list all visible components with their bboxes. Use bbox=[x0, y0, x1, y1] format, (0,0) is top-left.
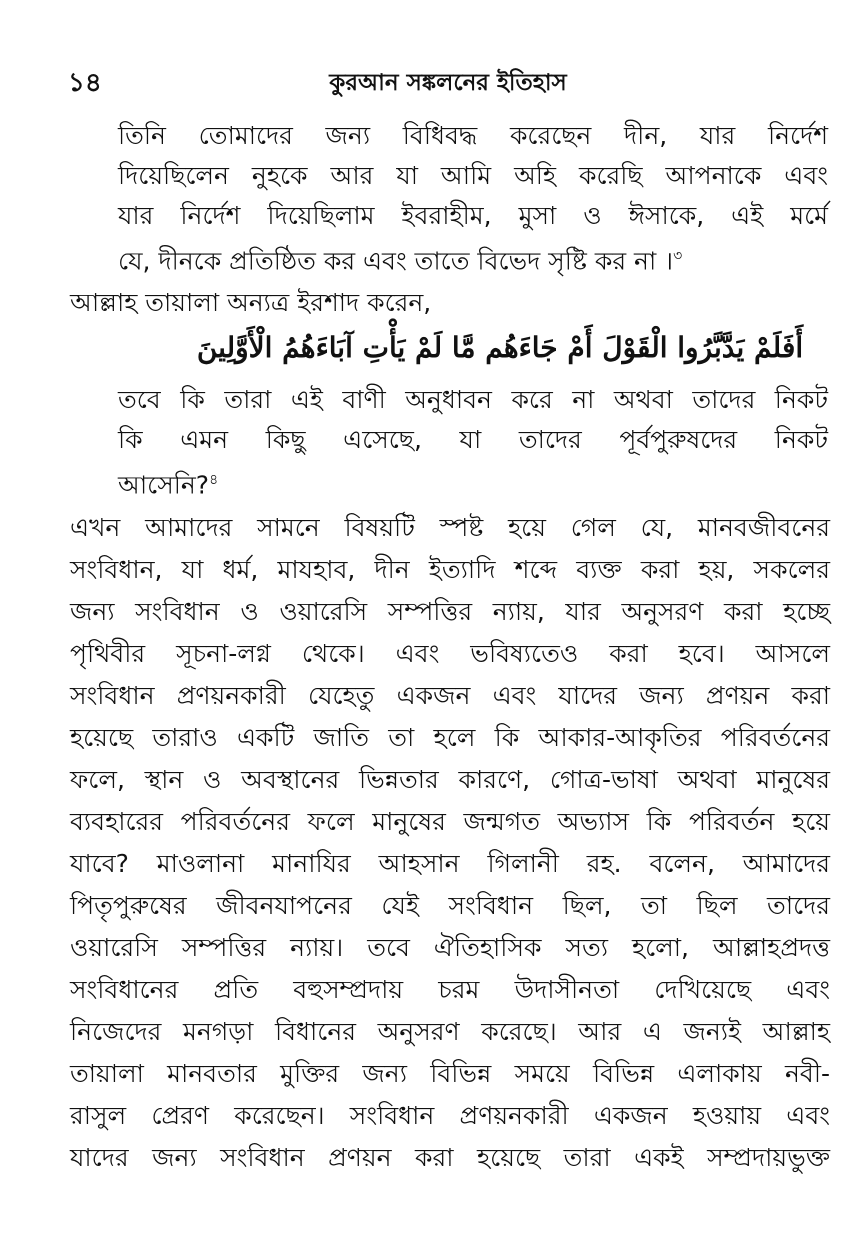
paragraph-line: যাবে? মাওলানা মানাযির আহসান গিলানী রহ. বলেন, আমাদের bbox=[70, 849, 830, 878]
quote-line bbox=[118, 462, 828, 503]
quote-line-text: যে, দীনকে প্রতিষ্ঠিত কর এবং তাতে বিভেদ সৃষ্টি কর না । bbox=[118, 246, 674, 276]
quote-line: দিয়েছিলেন নুহকে আর যা আমি অহি করেছি আপনাকে এবং bbox=[118, 161, 828, 190]
quote-line: তিনি তোমাদের জন্য বিধিবদ্ধ করেছেন দীন, যার নির্দেশ bbox=[118, 121, 828, 150]
paragraph-line: ফলে, স্থান ও অবস্থানের ভিন্নতার কারণে, গোত্র-ভাষা অথবা মানুষের bbox=[70, 765, 830, 794]
quote-line: কি এমন কিছু এসেছে, যা তাদের পূর্বপুরুষদের নিকট bbox=[118, 425, 828, 454]
paragraph-line: যাদের জন্য সংবিধান প্রণয়ন করা হয়েছে তারা একই সম্প্রদায়ভুক্ত bbox=[70, 1143, 830, 1172]
intro-line: আল্লাহ তায়ালা অন্যত্র ইরশাদ করেন, bbox=[70, 288, 432, 317]
quote-line-text: আসেনি? bbox=[118, 470, 210, 500]
paragraph-line: পিতৃপুরুষের জীবনযাপনের যেই সংবিধান ছিল, তা ছিল তাদের bbox=[70, 891, 830, 920]
paragraph-line: সংবিধানের প্রতি বহুসম্প্রদায় চরম উদাসীনতা দেখিয়েছে এবং bbox=[70, 975, 830, 1004]
paragraph-line: নিজেদের মনগড়া বিধানের অনুসরণ করেছে। আর এ জন্যই আল্লাহ bbox=[70, 1017, 830, 1046]
quote-line: তবে কি তারা এই বাণী অনুধাবন করে না অথবা তাদের নিকট bbox=[118, 385, 828, 414]
paragraph-line: পৃথিবীর সূচনা-লগ্ন থেকে। এবং ভবিষ্যতেও করা হবে। আসলে bbox=[70, 639, 830, 668]
paragraph-line: তায়ালা মানবতার মুক্তির জন্য বিভিন্ন সময়ে বিভিন্ন এলাকায় নবী- bbox=[70, 1059, 830, 1088]
arabic-verse: أَفَلَمْ يَدَّبَّرُوا الْقَوْلَ أَمْ جَاءَهُم مَّا لَمْ يَأْتِ آبَاءَهُمُ الْأَوَّلِينَ bbox=[196, 331, 804, 364]
page-number: ১৪ bbox=[68, 68, 102, 98]
paragraph-line: রাসুল প্রেরণ করেছেন। সংবিধান প্রণয়নকারী একজন হওয়ায় এবং bbox=[70, 1101, 830, 1130]
paragraph-line: হয়েছে তারাও একটি জাতি তা হলে কি আকার-আকৃতির পরিবর্তনের bbox=[70, 723, 830, 752]
paragraph-line: জন্য সংবিধান ও ওয়ারেসি সম্পত্তির ন্যায়, যার অনুসরণ করা হচ্ছে bbox=[70, 597, 830, 626]
paragraph-line: সংবিধান, যা ধর্ম, মাযহাব, দীন ইত্যাদি শব্দে ব্যক্ত করা হয়, সকলের bbox=[70, 555, 830, 584]
paragraph-line: সংবিধান প্রণয়নকারী যেহেতু একজন এবং যাদের জন্য প্রণয়ন করা bbox=[70, 681, 830, 710]
page-header bbox=[68, 62, 828, 102]
quote-line: যার নির্দেশ দিয়েছিলাম ইবরাহীম, মুসা ও ঈসাকে, এই মর্মে bbox=[118, 201, 828, 230]
footnote-marker: ৩ bbox=[673, 248, 683, 264]
footnote-marker: ৪ bbox=[209, 472, 219, 488]
running-title: কুরআন সঙ্কলনের ইতিহাস bbox=[329, 70, 567, 96]
paragraph-line: ওয়ারেসি সম্পত্তির ন্যায়। তবে ঐতিহাসিক সত্য হলো, আল্লাহপ্রদত্ত bbox=[70, 933, 830, 962]
quote-line bbox=[118, 238, 828, 279]
paragraph-line: এখন আমাদের সামনে বিষয়টি স্পষ্ট হয়ে গেল যে, মানবজীবনের bbox=[70, 513, 830, 542]
paragraph-line: ব্যবহারের পরিবর্তনের ফলে মানুষের জন্মগত অভ্যাস কি পরিবর্তন হয়ে bbox=[70, 807, 830, 836]
